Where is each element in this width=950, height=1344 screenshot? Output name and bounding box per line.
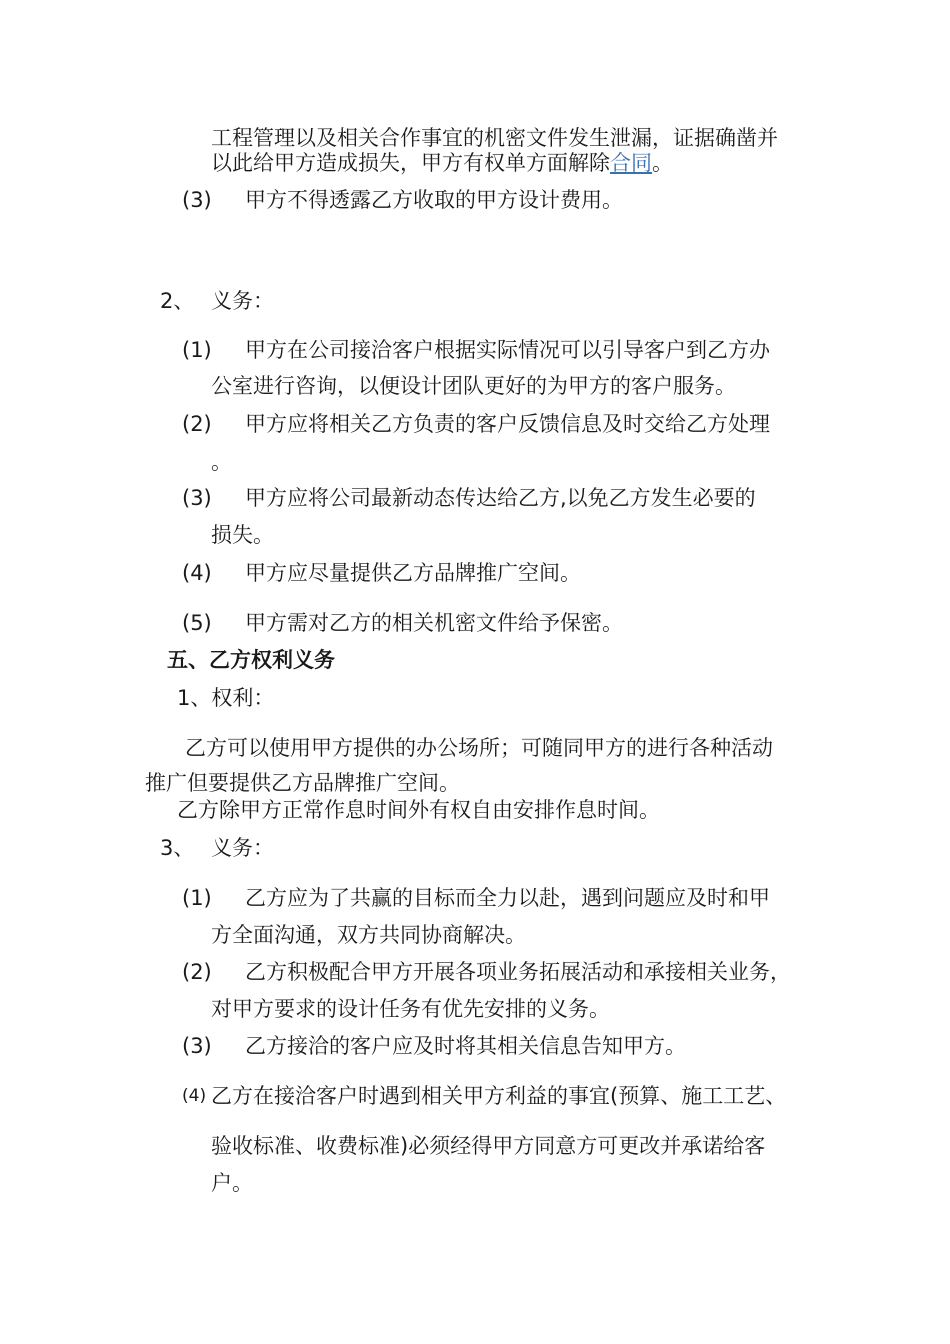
list-number: (5) — [182, 611, 212, 635]
list-item-text: 对甲方要求的设计任务有优先安排的义务。 — [211, 997, 610, 1021]
text-span: 。 — [652, 151, 673, 175]
contract-link[interactable]: 合同 — [610, 151, 652, 175]
list-item-text: 损失。 — [211, 523, 274, 547]
list-number: (4) — [182, 1086, 207, 1106]
list-number: (3) — [182, 486, 212, 510]
list-item-text: 甲方在公司接洽客户根据实际情况可以引导客户到乙方办 — [245, 338, 770, 362]
list-item-text: 甲方应尽量提供乙方品牌推广空间。 — [245, 561, 581, 585]
list-item-text: 乙方积极配合甲方开展各项业务拓展活动和承接相关业务， — [245, 960, 791, 984]
list-number: (3) — [182, 1034, 212, 1058]
paragraph-line — [211, 150, 673, 176]
section-number: 3、 — [160, 836, 195, 860]
paragraph-line: 推广但要提供乙方品牌推广空间。 — [145, 771, 460, 795]
subsection-label: 1、权利： — [177, 686, 275, 710]
list-number: (2) — [182, 412, 212, 436]
list-item-text: 方全面沟通，双方共同协商解决。 — [211, 923, 526, 947]
section-number: 2、 — [160, 289, 195, 313]
list-item-text: 甲方需对乙方的相关机密文件给予保密。 — [245, 611, 623, 635]
section-label: 义务： — [211, 289, 274, 313]
list-item-text: 甲方应将公司最新动态传达给乙方,以免乙方发生必要的 — [245, 486, 756, 510]
text-span: 以此给甲方造成损失，甲方有权单方面解除 — [211, 151, 610, 175]
list-number: (4) — [182, 561, 212, 585]
list-item-text: 乙方应为了共赢的目标而全力以赴，遇到问题应及时和甲 — [245, 886, 770, 910]
list-number: (2) — [182, 960, 212, 984]
list-item-text: 甲方不得透露乙方收取的甲方设计费用。 — [245, 188, 623, 212]
list-item-text: 乙方在接洽客户时遇到相关甲方利益的事宜(预算、施工工艺、 — [211, 1084, 787, 1108]
paragraph-line: 乙方可以使用甲方提供的办公场所；可随同甲方的进行各种活动 — [185, 736, 773, 760]
list-number: (1) — [182, 338, 212, 362]
section-heading: 五、乙方权利义务 — [167, 648, 335, 672]
list-item-text: 甲方应将相关乙方负责的客户反馈信息及时交给乙方处理 — [245, 412, 770, 436]
list-item-text: 乙方接洽的客户应及时将其相关信息告知甲方。 — [245, 1034, 686, 1058]
list-item-text: 户。 — [211, 1171, 253, 1195]
list-item-text: 验收标准、收费标准)必须经得甲方同意方可更改并承诺给客 — [211, 1134, 766, 1158]
list-number: (1) — [182, 886, 212, 910]
paragraph-line: 工程管理以及相关合作事宜的机密文件发生泄漏，证据确凿并 — [211, 126, 778, 150]
section-label: 义务： — [211, 836, 274, 860]
list-item-text: 。 — [211, 450, 232, 474]
paragraph-line: 乙方除甲方正常作息时间外有权自由安排作息时间。 — [177, 798, 660, 822]
list-number: (3) — [182, 188, 212, 212]
list-item-text: 公室进行咨询，以便设计团队更好的为甲方的客户服务。 — [211, 374, 736, 398]
